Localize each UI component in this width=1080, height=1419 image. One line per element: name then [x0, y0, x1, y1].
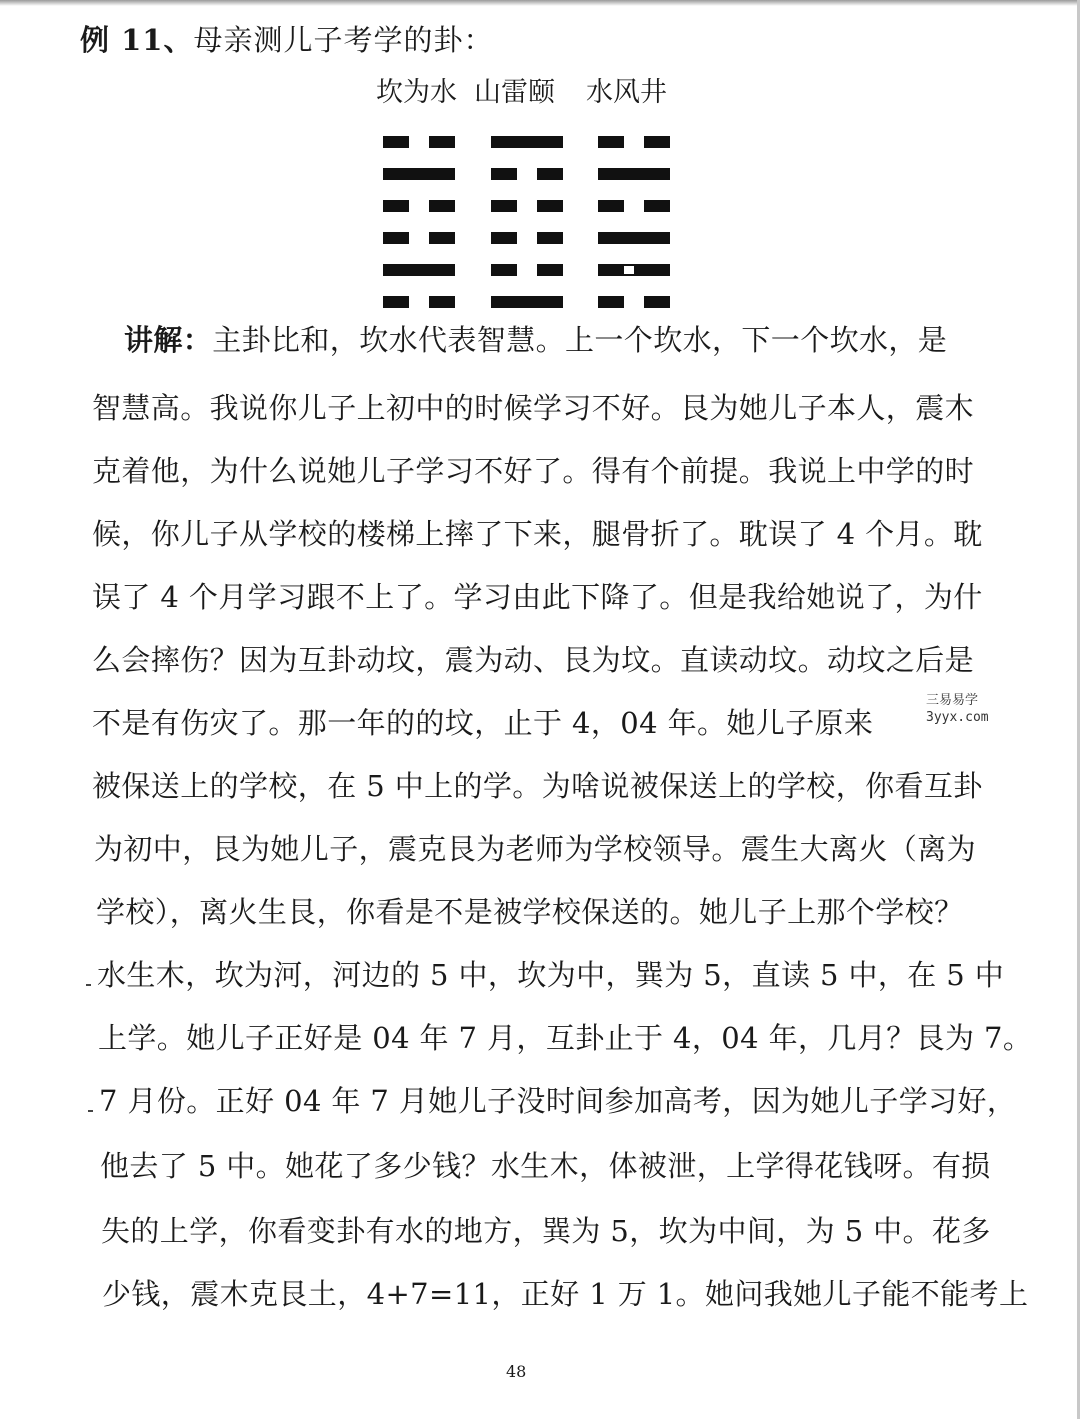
- line-segment: [491, 200, 517, 212]
- yin-line: [598, 296, 670, 308]
- margin-dash: [86, 984, 91, 986]
- line-segment: [598, 264, 670, 276]
- example-label: 例 11、: [80, 23, 194, 57]
- text-line: 学校），离火生艮，你看是不是被学校保送的。她儿子上那个学校？: [96, 895, 964, 929]
- line-segment: [429, 200, 455, 212]
- line-segment: [383, 200, 409, 212]
- line-segment: [491, 296, 563, 308]
- line-segment: [491, 264, 517, 276]
- yin-line: [491, 168, 563, 180]
- text-line: 克着他，为什么说她儿子学习不好了。得有个前提。我说上中学的时: [92, 454, 975, 488]
- hexagram-name-2: 山雷颐: [474, 77, 555, 108]
- line-segment: [598, 136, 624, 148]
- yin-line: [491, 200, 563, 212]
- yang-line: [598, 168, 670, 180]
- line-segment: [429, 232, 455, 244]
- yin-line: [383, 200, 455, 212]
- line-segment: [644, 200, 670, 212]
- line-segment: [491, 168, 517, 180]
- yang-line: [491, 296, 563, 308]
- line-segment: [383, 168, 455, 180]
- text-line: 智慧高。我说你儿子上初中的时候学习不好。艮为她儿子本人，震木: [92, 391, 975, 425]
- example-heading: [80, 22, 493, 58]
- line-segment: [598, 232, 670, 244]
- text-line: 为初中，艮为她儿子，震克艮为老师为学校领导。震生大离火（离为: [94, 832, 977, 866]
- line-segment: [537, 168, 563, 180]
- line-segment: [644, 136, 670, 148]
- text-line: 失的上学，你看变卦有水的地方，巽为 5，坎为中间，为 5 中。花多: [101, 1214, 991, 1248]
- margin-dash: [88, 1110, 93, 1112]
- text-line: 少钱，震木克艮土，4+7=11，正好 1 万 1。她问我她儿子能不能考上: [102, 1277, 1029, 1311]
- line-segment: [429, 296, 455, 308]
- yang-line: [383, 168, 455, 180]
- explanation-label: 讲解：: [124, 323, 213, 357]
- text-line: [124, 320, 947, 360]
- example-title-text: 母亲测儿子考学的卦：: [193, 23, 494, 57]
- watermark: [920, 690, 995, 728]
- line-segment: [491, 136, 563, 148]
- yang-line: [598, 232, 670, 244]
- yin-line: [383, 136, 455, 148]
- line-segment: [644, 296, 670, 308]
- line-segment: [598, 200, 624, 212]
- line-segment: [383, 232, 409, 244]
- text-line: 么会摔伤？因为互卦动坟，震为动、艮为坟。直读动坟。动坟之后是: [92, 643, 975, 677]
- watermark-line-2: 3yyx.com: [926, 710, 989, 725]
- page-top-shadow: [0, 0, 1080, 6]
- text-line: 不是有伤灾了。那一年的的坟，止于 4，04 年。她儿子原来: [92, 706, 874, 740]
- page-number: 48: [506, 1362, 527, 1381]
- text-line: 被保送上的学校，在 5 中上的学。为啥说被保送上的学校，你看互卦: [92, 769, 983, 803]
- yin-line: [598, 200, 670, 212]
- text-line: 7 月份。正好 04 年 7 月她儿子没时间参加高考，因为她儿子学习好，: [99, 1084, 1017, 1118]
- line-segment: [537, 200, 563, 212]
- hexagram-name-1: 坎为水: [376, 77, 457, 108]
- text-line-content: 主卦比和，坎水代表智慧。上一个坎水，下一个坎水，是: [212, 323, 948, 357]
- text-line: 候，你儿子从学校的楼梯上摔了下来，腿骨折了。耽误了 4 个月。耽: [92, 517, 983, 551]
- text-line: 他去了 5 中。她花了多少钱？水生木，体被泄，上学得花钱呀。有损: [100, 1149, 991, 1183]
- yin-line: [491, 264, 563, 276]
- text-line: 水生木，坎为河，河边的 5 中，坎为中，巽为 5，直读 5 中，在 5 中: [97, 958, 1005, 992]
- line-segment: [537, 232, 563, 244]
- line-segment: [383, 136, 409, 148]
- yang-line: [491, 136, 563, 148]
- yang-line: [598, 264, 670, 276]
- watermark-line-1: 三易易学: [926, 693, 979, 708]
- line-segment: [598, 168, 670, 180]
- moving-line-mark: [624, 266, 634, 274]
- line-segment: [491, 232, 517, 244]
- text-line: 误了 4 个月学习跟不上了。学习由此下降了。但是我给她说了，为什: [92, 580, 983, 614]
- hexagram-name-3: 水风井: [586, 77, 667, 108]
- line-segment: [429, 136, 455, 148]
- line-segment: [383, 264, 455, 276]
- line-segment: [383, 296, 409, 308]
- line-segment: [598, 296, 624, 308]
- text-line: 上学。她儿子正好是 04 年 7 月，互卦止于 4，04 年，几月？艮为 7。: [98, 1021, 1033, 1055]
- yin-line: [383, 232, 455, 244]
- yang-line: [383, 264, 455, 276]
- yin-line: [598, 136, 670, 148]
- line-segment: [537, 264, 563, 276]
- yin-line: [383, 296, 455, 308]
- yin-line: [491, 232, 563, 244]
